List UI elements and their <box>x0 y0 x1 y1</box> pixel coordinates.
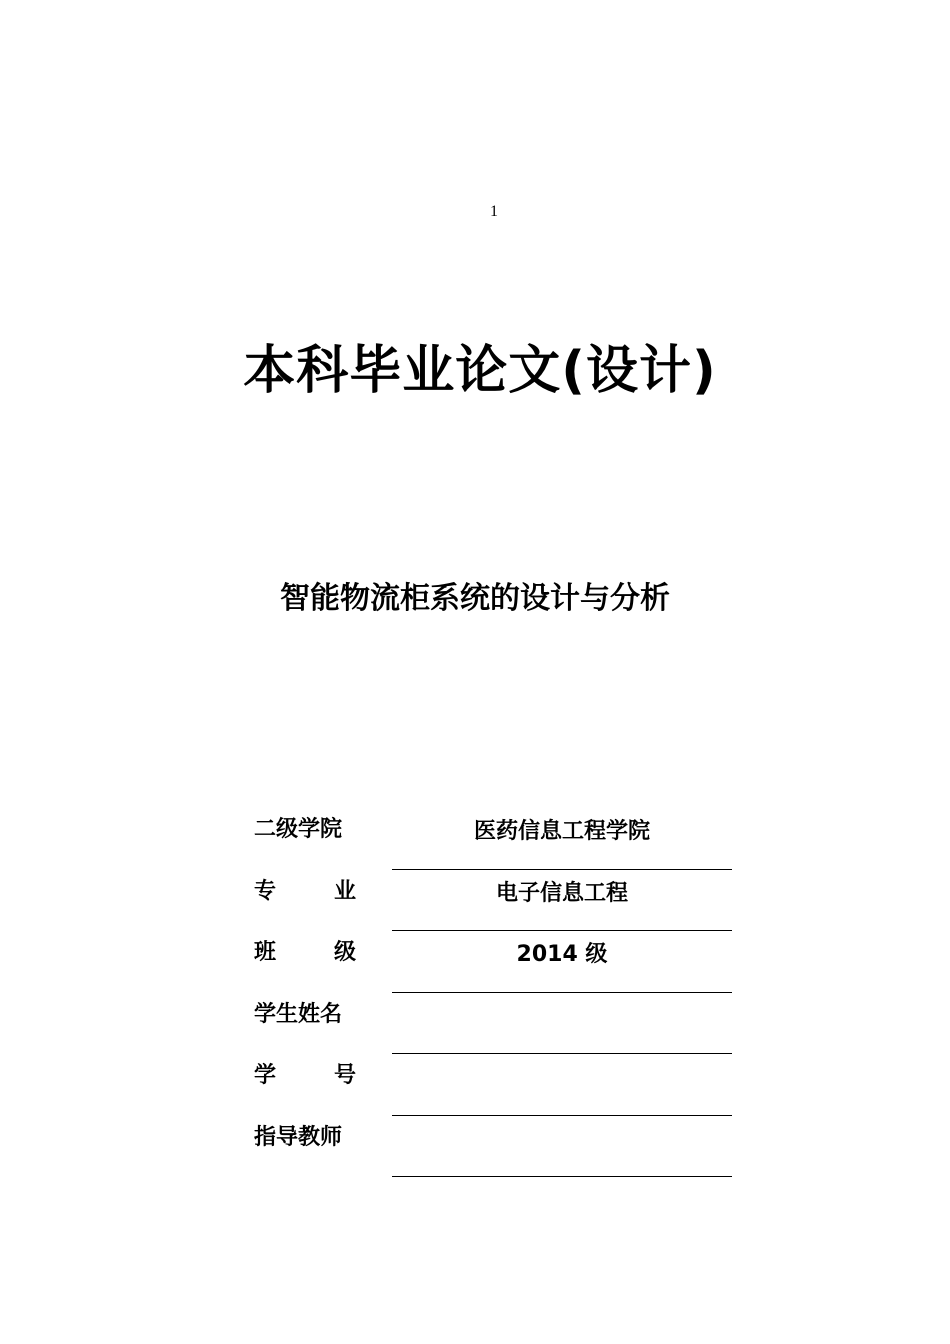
student-id-label-char-1: 学 <box>254 1063 277 1088</box>
college-value: 医药信息工程学院 <box>473 819 650 844</box>
major-label <box>254 876 356 908</box>
thesis-title: 智能物流柜系统的设计与分析 <box>280 581 670 616</box>
info-row-student-id <box>254 1054 732 1116</box>
class-label-char-1: 班 <box>254 940 277 965</box>
advisor-underline <box>392 1176 732 1177</box>
info-row-class <box>254 931 732 993</box>
info-row-student-name <box>254 993 732 1055</box>
student-id-value <box>392 1062 732 1094</box>
info-row-major <box>254 870 732 932</box>
info-table <box>254 808 732 1177</box>
student-id-label <box>254 1060 356 1092</box>
major-value: 电子信息工程 <box>495 880 628 906</box>
main-title: 本科毕业论文(设计) <box>243 341 717 401</box>
class-value: 2014 级 <box>516 942 608 967</box>
major-label-char-2: 业 <box>333 878 356 904</box>
class-label <box>254 937 356 969</box>
college-label: 二级学院 <box>254 817 343 842</box>
info-row-college <box>254 808 732 870</box>
student-name-value <box>392 1001 732 1033</box>
advisor-label: 指导教师 <box>254 1124 343 1150</box>
student-id-label-char-2: 号 <box>333 1063 356 1088</box>
class-label-char-2: 级 <box>333 940 356 965</box>
student-name-label: 学生姓名 <box>254 1001 343 1027</box>
major-label-char-1: 专 <box>254 878 277 904</box>
page-number: 1 <box>490 203 498 220</box>
info-row-advisor <box>254 1116 732 1178</box>
advisor-value <box>392 1124 732 1156</box>
